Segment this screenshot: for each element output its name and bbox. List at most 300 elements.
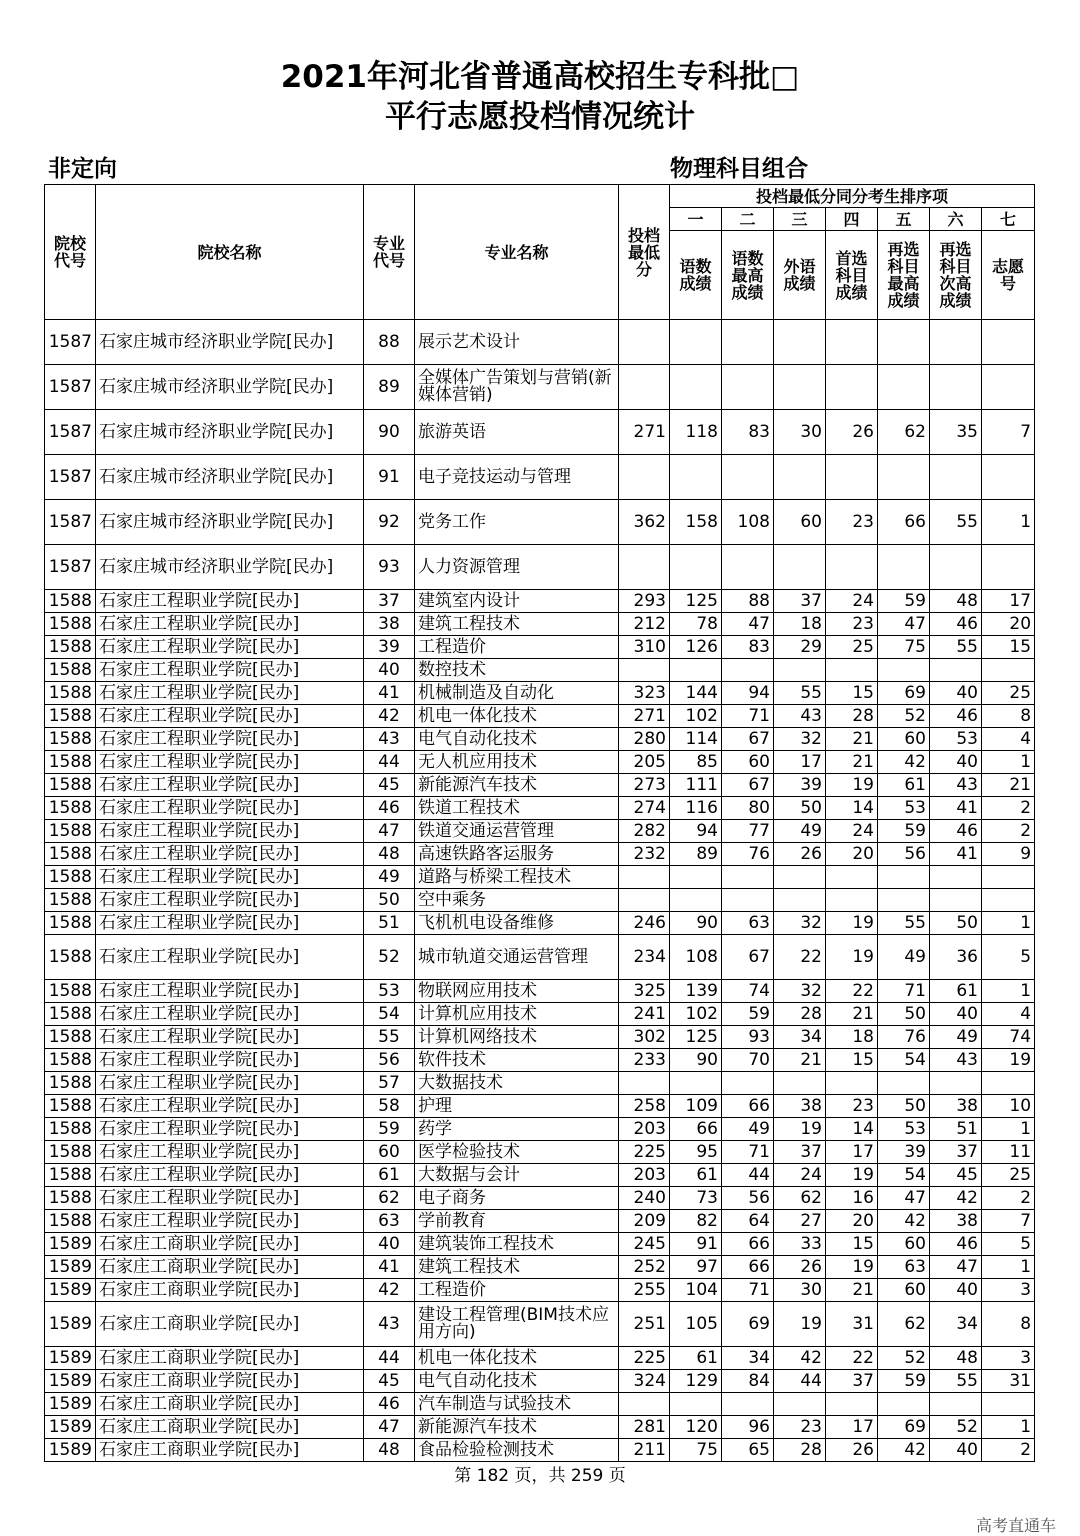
cell-chinese-math: 118: [670, 410, 722, 455]
cell-chinese-math: 102: [670, 1003, 722, 1026]
cell-major-name: 空中乘务: [415, 889, 619, 912]
cell-min-score: [619, 320, 670, 365]
cell-major-code: 39: [364, 636, 415, 659]
cell-foreign-lang: 34: [774, 1026, 826, 1049]
header-school-code: 院校代号: [45, 185, 96, 320]
cell-elective-max: 52: [878, 705, 930, 728]
cell-elective-second: 55: [930, 500, 982, 545]
cell-major-name: 建筑室内设计: [415, 590, 619, 613]
cell-chinese-math: 116: [670, 797, 722, 820]
cell-elective-max: 59: [878, 820, 930, 843]
cell-foreign-lang: [774, 455, 826, 500]
cell-chinese-math: [670, 320, 722, 365]
cell-first-subject: 15: [826, 682, 878, 705]
cell-preference-no: 1: [982, 980, 1035, 1003]
cell-elective-max: [878, 455, 930, 500]
cell-min-score: 323: [619, 682, 670, 705]
cell-first-subject: 21: [826, 728, 878, 751]
cell-min-score: 232: [619, 843, 670, 866]
cell-first-subject: [826, 889, 878, 912]
cell-school-name: 石家庄工程职业学院[民办]: [96, 659, 364, 682]
cell-school-name: 石家庄城市经济职业学院[民办]: [96, 320, 364, 365]
cell-chinese-math: 95: [670, 1141, 722, 1164]
table-row: [45, 843, 1035, 866]
cell-elective-max: 62: [878, 410, 930, 455]
cell-foreign-lang: 28: [774, 1003, 826, 1026]
cell-foreign-lang: 50: [774, 797, 826, 820]
cell-foreign-lang: 42: [774, 1347, 826, 1370]
header-num-4: 四: [826, 208, 878, 231]
cell-school-code: 1589: [45, 1279, 96, 1302]
cell-min-score: 234: [619, 935, 670, 980]
header-num-3: 三: [774, 208, 826, 231]
cell-major-code: 91: [364, 455, 415, 500]
cell-min-score: 212: [619, 613, 670, 636]
header-chinese-math-max: 语数最高成绩: [722, 231, 774, 320]
cell-foreign-lang: 19: [774, 1118, 826, 1141]
header-elective-second: 再选科目次高成绩: [930, 231, 982, 320]
cell-preference-no: 8: [982, 705, 1035, 728]
cell-major-code: 48: [364, 843, 415, 866]
table-row: [45, 320, 1035, 365]
cell-elective-max: [878, 545, 930, 590]
cell-school-name: 石家庄工程职业学院[民办]: [96, 590, 364, 613]
cell-chinese-math-max: [722, 1072, 774, 1095]
table-row: [45, 1302, 1035, 1347]
cell-first-subject: 20: [826, 843, 878, 866]
table-row: [45, 410, 1035, 455]
cell-major-code: 90: [364, 410, 415, 455]
cell-preference-no: 7: [982, 410, 1035, 455]
cell-major-name: 工程造价: [415, 636, 619, 659]
cell-preference-no: 1: [982, 1118, 1035, 1141]
cell-foreign-lang: 44: [774, 1370, 826, 1393]
cell-foreign-lang: 33: [774, 1233, 826, 1256]
cell-major-code: 89: [364, 365, 415, 410]
cell-major-code: 37: [364, 590, 415, 613]
cell-school-code: 1589: [45, 1393, 96, 1416]
cell-foreign-lang: 30: [774, 410, 826, 455]
cell-chinese-math-max: 76: [722, 843, 774, 866]
cell-elective-second: [930, 659, 982, 682]
cell-school-code: 1587: [45, 500, 96, 545]
cell-min-score: 271: [619, 705, 670, 728]
cell-chinese-math: [670, 659, 722, 682]
table-row: [45, 1141, 1035, 1164]
cell-elective-max: 59: [878, 590, 930, 613]
cell-first-subject: 19: [826, 1164, 878, 1187]
cell-chinese-math: [670, 545, 722, 590]
cell-elective-max: 54: [878, 1164, 930, 1187]
cell-preference-no: 17: [982, 590, 1035, 613]
cell-first-subject: 17: [826, 1141, 878, 1164]
cell-chinese-math-max: 94: [722, 682, 774, 705]
cell-major-name: 机械制造及自动化: [415, 682, 619, 705]
cell-chinese-math: 90: [670, 912, 722, 935]
cell-major-name: 药学: [415, 1118, 619, 1141]
cell-preference-no: 2: [982, 1439, 1035, 1462]
table-row: [45, 590, 1035, 613]
cell-chinese-math-max: 65: [722, 1439, 774, 1462]
cell-elective-second: [930, 545, 982, 590]
cell-elective-second: [930, 1393, 982, 1416]
cell-elective-second: 37: [930, 1141, 982, 1164]
cell-major-code: 88: [364, 320, 415, 365]
cell-elective-second: 38: [930, 1095, 982, 1118]
cell-major-name: 大数据技术: [415, 1072, 619, 1095]
cell-chinese-math-max: 74: [722, 980, 774, 1003]
cell-school-code: 1588: [45, 980, 96, 1003]
cell-elective-max: 42: [878, 1439, 930, 1462]
cell-major-code: 42: [364, 705, 415, 728]
cell-major-name: 旅游英语: [415, 410, 619, 455]
cell-school-code: 1587: [45, 545, 96, 590]
cell-chinese-math-max: 108: [722, 500, 774, 545]
table-row: [45, 500, 1035, 545]
cell-min-score: 282: [619, 820, 670, 843]
cell-school-code: 1588: [45, 705, 96, 728]
cell-first-subject: 19: [826, 912, 878, 935]
cell-major-code: 45: [364, 1370, 415, 1393]
cell-school-code: 1587: [45, 320, 96, 365]
cell-major-code: 42: [364, 1279, 415, 1302]
cell-major-code: 58: [364, 1095, 415, 1118]
cell-chinese-math: 85: [670, 751, 722, 774]
cell-major-name: 道路与桥梁工程技术: [415, 866, 619, 889]
table-row: [45, 1393, 1035, 1416]
cell-elective-second: 50: [930, 912, 982, 935]
cell-school-name: 石家庄城市经济职业学院[民办]: [96, 545, 364, 590]
cell-school-name: 石家庄工程职业学院[民办]: [96, 682, 364, 705]
cell-first-subject: [826, 545, 878, 590]
cell-chinese-math-max: 83: [722, 636, 774, 659]
cell-chinese-math-max: [722, 455, 774, 500]
cell-min-score: 240: [619, 1187, 670, 1210]
cell-elective-second: 40: [930, 682, 982, 705]
cell-elective-second: 48: [930, 590, 982, 613]
cell-foreign-lang: 26: [774, 843, 826, 866]
cell-major-code: 63: [364, 1210, 415, 1233]
table-row: [45, 728, 1035, 751]
cell-min-score: 362: [619, 500, 670, 545]
cell-chinese-math-max: 47: [722, 613, 774, 636]
cell-first-subject: 28: [826, 705, 878, 728]
cell-foreign-lang: [774, 545, 826, 590]
cell-major-code: 52: [364, 935, 415, 980]
cell-first-subject: 18: [826, 1026, 878, 1049]
cell-school-name: 石家庄工程职业学院[民办]: [96, 980, 364, 1003]
cell-chinese-math-max: 80: [722, 797, 774, 820]
cell-major-name: 机电一体化技术: [415, 705, 619, 728]
cell-elective-second: 55: [930, 636, 982, 659]
cell-foreign-lang: 37: [774, 1141, 826, 1164]
cell-elective-second: 61: [930, 980, 982, 1003]
cell-school-name: 石家庄工商职业学院[民办]: [96, 1302, 364, 1347]
cell-foreign-lang: 22: [774, 935, 826, 980]
cell-major-code: 60: [364, 1141, 415, 1164]
cell-foreign-lang: 28: [774, 1439, 826, 1462]
cell-school-code: 1588: [45, 1187, 96, 1210]
cell-school-name: 石家庄工程职业学院[民办]: [96, 705, 364, 728]
table-row: [45, 1416, 1035, 1439]
cell-preference-no: 1: [982, 1416, 1035, 1439]
cell-major-name: 无人机应用技术: [415, 751, 619, 774]
cell-first-subject: 31: [826, 1302, 878, 1347]
header-num-2: 二: [722, 208, 774, 231]
cell-school-name: 石家庄工程职业学院[民办]: [96, 820, 364, 843]
cell-chinese-math-max: 66: [722, 1233, 774, 1256]
cell-preference-no: 8: [982, 1302, 1035, 1347]
cell-min-score: 324: [619, 1370, 670, 1393]
cell-chinese-math: 78: [670, 613, 722, 636]
cell-elective-second: 40: [930, 751, 982, 774]
cell-major-name: 高速铁路客运服务: [415, 843, 619, 866]
cell-min-score: [619, 545, 670, 590]
header-tiebreak-band: 投档最低分同分考生排序项: [670, 185, 1035, 208]
cell-foreign-lang: [774, 1072, 826, 1095]
cell-min-score: [619, 1393, 670, 1416]
header-elective-max: 再选科目最高成绩: [878, 231, 930, 320]
cell-school-name: 石家庄工程职业学院[民办]: [96, 1095, 364, 1118]
cell-foreign-lang: 37: [774, 590, 826, 613]
cell-chinese-math-max: 44: [722, 1164, 774, 1187]
cell-elective-max: 55: [878, 912, 930, 935]
cell-chinese-math: 97: [670, 1256, 722, 1279]
cell-elective-max: [878, 365, 930, 410]
cell-major-code: 38: [364, 613, 415, 636]
cell-school-name: 石家庄工商职业学院[民办]: [96, 1370, 364, 1393]
page-title-line1: 2021年河北省普通高校招生专科批□: [280, 59, 800, 95]
table-row: [45, 705, 1035, 728]
cell-school-name: 石家庄工程职业学院[民办]: [96, 1187, 364, 1210]
cell-major-name: 建筑装饰工程技术: [415, 1233, 619, 1256]
cell-major-name: 城市轨道交通运营管理: [415, 935, 619, 980]
cell-school-name: 石家庄工商职业学院[民办]: [96, 1393, 364, 1416]
header-major-code: 专业代号: [364, 185, 415, 320]
table-row: [45, 1026, 1035, 1049]
table-row: [45, 1003, 1035, 1026]
header-num-6: 六: [930, 208, 982, 231]
cell-major-name: 大数据与会计: [415, 1164, 619, 1187]
cell-major-name: 学前教育: [415, 1210, 619, 1233]
cell-major-name: 建筑工程技术: [415, 613, 619, 636]
cell-min-score: 225: [619, 1347, 670, 1370]
cell-elective-second: 38: [930, 1210, 982, 1233]
cell-first-subject: 19: [826, 935, 878, 980]
cell-chinese-math: 120: [670, 1416, 722, 1439]
cell-chinese-math: 102: [670, 705, 722, 728]
cell-school-name: 石家庄工程职业学院[民办]: [96, 636, 364, 659]
header-preference-no: 志愿号: [982, 231, 1035, 320]
cell-school-name: 石家庄工程职业学院[民办]: [96, 1118, 364, 1141]
cell-major-name: 电子竞技运动与管理: [415, 455, 619, 500]
cell-first-subject: 22: [826, 1347, 878, 1370]
cell-foreign-lang: 17: [774, 751, 826, 774]
cell-foreign-lang: 32: [774, 728, 826, 751]
cell-chinese-math-max: 63: [722, 912, 774, 935]
cell-major-code: 48: [364, 1439, 415, 1462]
table-row: [45, 980, 1035, 1003]
cell-school-name: 石家庄工商职业学院[民办]: [96, 1439, 364, 1462]
cell-elective-max: [878, 866, 930, 889]
table-row: [45, 866, 1035, 889]
cell-major-name: 铁道工程技术: [415, 797, 619, 820]
header-foreign-lang: 外语成绩: [774, 231, 826, 320]
header-num-7: 七: [982, 208, 1035, 231]
cell-preference-no: [982, 365, 1035, 410]
cell-elective-second: [930, 889, 982, 912]
cell-first-subject: 26: [826, 410, 878, 455]
cell-major-name: 电子商务: [415, 1187, 619, 1210]
header-num-5: 五: [878, 208, 930, 231]
category-label: 非定向: [48, 156, 117, 182]
cell-major-name: 汽车制造与试验技术: [415, 1393, 619, 1416]
cell-elective-max: 62: [878, 1302, 930, 1347]
table-row: [45, 1370, 1035, 1393]
cell-first-subject: 24: [826, 820, 878, 843]
cell-chinese-math-max: 59: [722, 1003, 774, 1026]
table-header: [45, 185, 1035, 320]
cell-min-score: [619, 455, 670, 500]
cell-preference-no: [982, 455, 1035, 500]
cell-chinese-math-max: 60: [722, 751, 774, 774]
cell-school-code: 1588: [45, 843, 96, 866]
cell-school-code: 1589: [45, 1370, 96, 1393]
subject-group-label: 物理科目组合: [670, 156, 808, 182]
cell-school-name: 石家庄工商职业学院[民办]: [96, 1233, 364, 1256]
cell-chinese-math-max: [722, 1393, 774, 1416]
cell-elective-max: [878, 889, 930, 912]
cell-min-score: 293: [619, 590, 670, 613]
cell-elective-second: [930, 320, 982, 365]
cell-major-code: 49: [364, 866, 415, 889]
cell-min-score: [619, 365, 670, 410]
cell-first-subject: 19: [826, 1256, 878, 1279]
cell-chinese-math-max: 64: [722, 1210, 774, 1233]
table-body: [45, 320, 1035, 1462]
cell-school-code: 1589: [45, 1439, 96, 1462]
table-row: [45, 889, 1035, 912]
cell-min-score: 302: [619, 1026, 670, 1049]
cell-elective-second: 40: [930, 1003, 982, 1026]
cell-elective-max: 42: [878, 751, 930, 774]
cell-elective-second: [930, 866, 982, 889]
cell-min-score: 203: [619, 1118, 670, 1141]
cell-foreign-lang: 43: [774, 705, 826, 728]
cell-chinese-math: 91: [670, 1233, 722, 1256]
cell-school-code: 1588: [45, 935, 96, 980]
cell-foreign-lang: 23: [774, 1416, 826, 1439]
cell-elective-max: 60: [878, 1233, 930, 1256]
cell-chinese-math: 66: [670, 1118, 722, 1141]
cell-school-name: 石家庄工程职业学院[民办]: [96, 889, 364, 912]
cell-min-score: 252: [619, 1256, 670, 1279]
cell-school-name: 石家庄工商职业学院[民办]: [96, 1256, 364, 1279]
cell-school-code: 1588: [45, 590, 96, 613]
header-min-score: 投档最低分: [619, 185, 670, 320]
cell-elective-max: 56: [878, 843, 930, 866]
cell-chinese-math: 139: [670, 980, 722, 1003]
cell-chinese-math-max: 83: [722, 410, 774, 455]
cell-school-code: 1589: [45, 1302, 96, 1347]
cell-major-name: 机电一体化技术: [415, 1347, 619, 1370]
cell-chinese-math: [670, 1072, 722, 1095]
cell-preference-no: 5: [982, 1233, 1035, 1256]
cell-chinese-math: 82: [670, 1210, 722, 1233]
cell-min-score: [619, 866, 670, 889]
cell-elective-max: 50: [878, 1003, 930, 1026]
cell-first-subject: 23: [826, 1095, 878, 1118]
cell-major-code: 57: [364, 1072, 415, 1095]
cell-min-score: 245: [619, 1233, 670, 1256]
cell-min-score: 203: [619, 1164, 670, 1187]
cell-elective-second: 51: [930, 1118, 982, 1141]
cell-school-name: 石家庄城市经济职业学院[民办]: [96, 500, 364, 545]
cell-preference-no: [982, 659, 1035, 682]
cell-elective-second: 40: [930, 1439, 982, 1462]
cell-school-code: 1588: [45, 1118, 96, 1141]
cell-chinese-math-max: [722, 545, 774, 590]
cell-school-name: 石家庄工商职业学院[民办]: [96, 1347, 364, 1370]
cell-preference-no: 3: [982, 1279, 1035, 1302]
cell-school-name: 石家庄工程职业学院[民办]: [96, 843, 364, 866]
cell-first-subject: [826, 659, 878, 682]
cell-elective-max: 63: [878, 1256, 930, 1279]
cell-chinese-math: [670, 889, 722, 912]
cell-school-name: 石家庄工商职业学院[民办]: [96, 1416, 364, 1439]
cell-chinese-math-max: 67: [722, 935, 774, 980]
cell-major-name: 飞机机电设备维修: [415, 912, 619, 935]
cell-major-code: 56: [364, 1049, 415, 1072]
cell-min-score: 274: [619, 797, 670, 820]
page-title-line2: 平行志愿投档情况统计: [385, 99, 695, 135]
cell-elective-max: 47: [878, 1187, 930, 1210]
cell-major-name: 电气自动化技术: [415, 728, 619, 751]
cell-foreign-lang: 39: [774, 774, 826, 797]
table-row: [45, 797, 1035, 820]
cell-preference-no: 15: [982, 636, 1035, 659]
cell-foreign-lang: 30: [774, 1279, 826, 1302]
cell-foreign-lang: 32: [774, 912, 826, 935]
cell-foreign-lang: 60: [774, 500, 826, 545]
cell-elective-second: 42: [930, 1187, 982, 1210]
cell-major-code: 51: [364, 912, 415, 935]
cell-major-name: 计算机应用技术: [415, 1003, 619, 1026]
cell-elective-second: 47: [930, 1256, 982, 1279]
cell-first-subject: [826, 320, 878, 365]
cell-major-name: 护理: [415, 1095, 619, 1118]
cell-first-subject: 22: [826, 980, 878, 1003]
table-row: [45, 751, 1035, 774]
cell-chinese-math-max: [722, 889, 774, 912]
cell-foreign-lang: 21: [774, 1049, 826, 1072]
cell-preference-no: 31: [982, 1370, 1035, 1393]
cell-chinese-math-max: 70: [722, 1049, 774, 1072]
cell-preference-no: 74: [982, 1026, 1035, 1049]
cell-school-name: 石家庄工程职业学院[民办]: [96, 1072, 364, 1095]
cell-elective-second: 46: [930, 613, 982, 636]
cell-min-score: [619, 889, 670, 912]
cell-foreign-lang: [774, 659, 826, 682]
cell-school-name: 石家庄城市经济职业学院[民办]: [96, 410, 364, 455]
cell-elective-second: 46: [930, 1233, 982, 1256]
cell-chinese-math: 129: [670, 1370, 722, 1393]
cell-major-name: 展示艺术设计: [415, 320, 619, 365]
cell-preference-no: [982, 866, 1035, 889]
cell-elective-second: 43: [930, 1049, 982, 1072]
cell-major-code: 47: [364, 1416, 415, 1439]
cell-chinese-math-max: 84: [722, 1370, 774, 1393]
